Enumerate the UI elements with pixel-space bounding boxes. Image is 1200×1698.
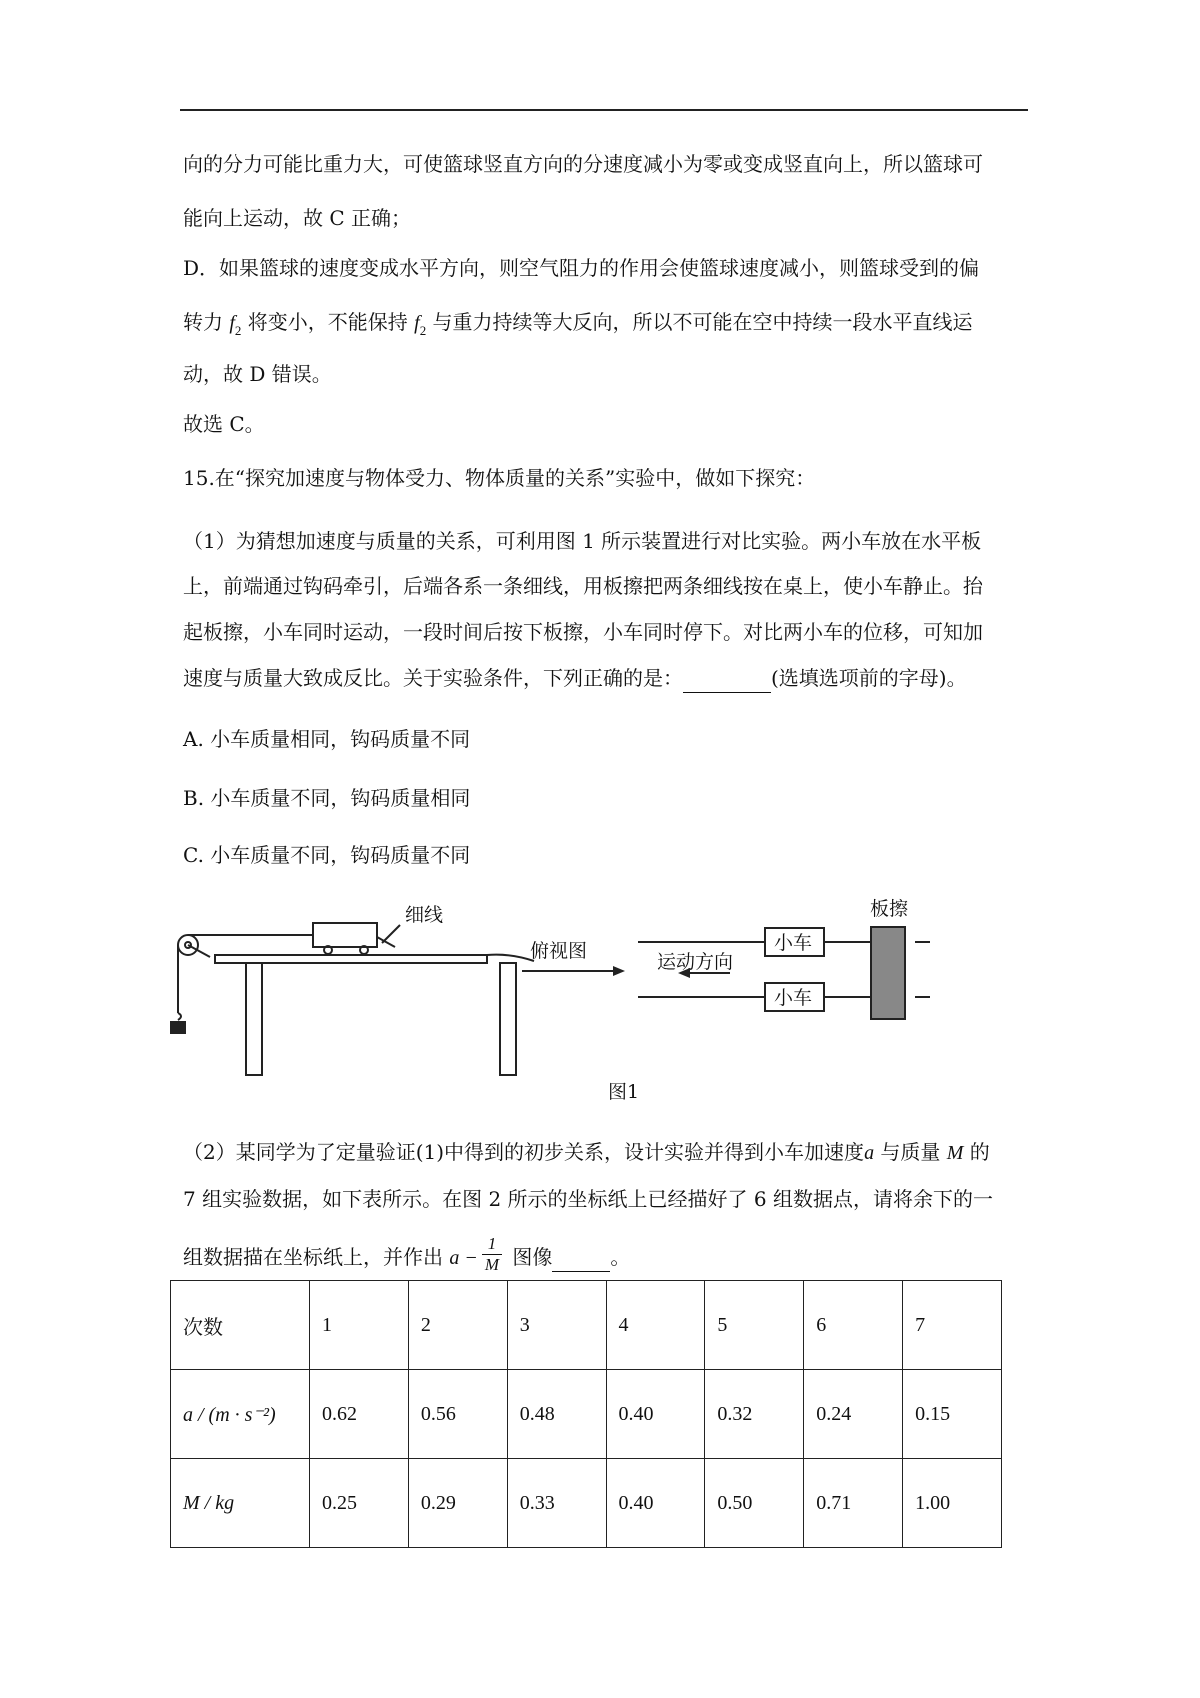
table-edge-curl xyxy=(487,955,534,961)
table-cell: 5 xyxy=(705,1281,804,1370)
eraser-block xyxy=(871,927,905,1019)
cart-body xyxy=(313,923,377,947)
answer-blank xyxy=(683,664,771,693)
hook-weight xyxy=(171,1022,185,1033)
label-pointer xyxy=(382,925,400,943)
row-label-acceleration: a / (m · s⁻²) xyxy=(171,1370,310,1459)
option-d-line: D．如果篮球的速度变成水平方向，则空气阻力的作用会使篮球速度减小，则篮球受到的偏 xyxy=(183,256,980,280)
answer-line: 故选 C。 xyxy=(183,412,265,436)
text-span: 与重力持续等大反向，所以不可能在空中持续一段水平直线运 xyxy=(426,310,973,334)
text-span: 速度与质量大致成反比。关于实验条件，下列正确的是： xyxy=(183,666,683,690)
part2-line xyxy=(183,1138,990,1167)
text-span: 图像 xyxy=(506,1245,553,1269)
text-line: 向的分力可能比重力大，可使篮球竖直方向的分速度减小为零或变成竖直向上，所以篮球可 xyxy=(183,152,983,176)
table-leg xyxy=(500,963,516,1075)
figure-1-diagram xyxy=(170,895,1030,1105)
option-c: C. 小车质量不同，钩码质量不同 xyxy=(183,843,471,867)
table-cell: 0.40 xyxy=(606,1459,705,1548)
subscript: 2 xyxy=(419,323,427,338)
text-line: 动，故 D 错误。 xyxy=(183,362,332,386)
f2-line xyxy=(183,308,973,339)
fraction-1-over-M xyxy=(482,1234,502,1275)
table-cell: 3 xyxy=(507,1281,606,1370)
text-line: 7 组实验数据，如下表所示。在图 2 所示的坐标纸上已经描好了 6 组数据点，请将余下的一 xyxy=(183,1187,993,1211)
text-span: 将变小，不能保持 xyxy=(241,310,415,334)
figure-caption: 图1 xyxy=(608,1081,640,1103)
table-cell: 0.32 xyxy=(705,1370,804,1459)
text-span: 。 xyxy=(610,1245,631,1269)
question-title: 15.在“探究加速度与物体受力、物体质量的关系”实验中，做如下探究： xyxy=(183,466,816,490)
text-line: （1）为猜想加速度与质量的关系，可利用图 1 所示装置进行对比实验。两小车放在水平板 xyxy=(183,529,982,553)
cart-label-top: 小车 xyxy=(774,933,813,954)
text-span: 转力 xyxy=(183,310,230,334)
table-cell: 4 xyxy=(606,1281,705,1370)
table-row xyxy=(171,1459,1002,1548)
data-table xyxy=(170,1280,1002,1548)
topview-arrowhead xyxy=(613,966,625,976)
table-cell: 0.56 xyxy=(408,1370,507,1459)
answer-blank xyxy=(552,1243,610,1272)
table-cell: 1.00 xyxy=(903,1459,1002,1548)
symbol-a-minus: a − xyxy=(449,1247,478,1269)
table-cell: 0.24 xyxy=(804,1370,903,1459)
f2-symbol xyxy=(414,312,427,338)
table-row xyxy=(171,1370,1002,1459)
subscript: 2 xyxy=(234,323,242,338)
table-cell: 0.25 xyxy=(310,1459,409,1548)
symbol-a: a xyxy=(864,1142,875,1164)
table-header-cell: 次数 xyxy=(171,1281,310,1370)
table-cell: 0.15 xyxy=(903,1370,1002,1459)
table-cell: 2 xyxy=(408,1281,507,1370)
text-span: 与质量 xyxy=(874,1140,947,1164)
row-label-mass: M / kg xyxy=(171,1459,310,1548)
text-line: 能向上运动，故 C 正确； xyxy=(183,206,412,230)
graph-line xyxy=(183,1234,631,1279)
direction-label: 运动方向 xyxy=(657,952,734,973)
fraction-denominator: M xyxy=(484,1255,500,1274)
topview-label: 俯视图 xyxy=(530,941,588,962)
table-cell: 0.50 xyxy=(705,1459,804,1548)
eraser-label: 板擦 xyxy=(870,899,909,920)
text-span: 组数据描在坐标纸上，并作出 xyxy=(183,1245,450,1269)
hook xyxy=(178,1013,181,1020)
symbol-M: M xyxy=(946,1142,964,1164)
text-span: (选填选项前的字母)。 xyxy=(771,666,967,690)
table-cell: 0.48 xyxy=(507,1370,606,1459)
f-letter: f xyxy=(414,312,420,334)
table-leg xyxy=(246,963,262,1075)
table-row xyxy=(171,1281,1002,1370)
table-cell: 6 xyxy=(804,1281,903,1370)
table-cell: 0.62 xyxy=(310,1370,409,1459)
table-cell: 0.33 xyxy=(507,1459,606,1548)
option-a: A. 小车质量相同，钩码质量不同 xyxy=(183,727,471,751)
condition-line xyxy=(183,664,967,693)
text-span: 的 xyxy=(963,1140,990,1164)
fraction-numerator: 1 xyxy=(482,1234,502,1255)
table-cell: 1 xyxy=(310,1281,409,1370)
f-letter: f xyxy=(229,312,235,334)
table-cell: 7 xyxy=(903,1281,1002,1370)
table-cell: 0.40 xyxy=(606,1370,705,1459)
f2-symbol xyxy=(229,312,242,338)
text-line: 起板擦，小车同时运动，一段时间后按下板擦，小车同时停下。对比两小车的位移，可知加 xyxy=(183,620,983,644)
table-cell: 0.71 xyxy=(804,1459,903,1548)
text-line: 上，前端通过钩码牵引，后端各系一条细线，用板擦把两条细线按在桌上，使小车静止。抬 xyxy=(183,574,983,598)
string-label: 细线 xyxy=(405,905,444,926)
header-rule xyxy=(180,109,1028,111)
option-b: B. 小车质量不同，钩码质量相同 xyxy=(183,786,471,810)
cart-label-bottom: 小车 xyxy=(774,988,813,1009)
table-top xyxy=(215,955,487,963)
text-span: （2）某同学为了定量验证(1)中得到的初步关系，设计实验并得到小车加速度 xyxy=(183,1140,865,1164)
table-cell: 0.29 xyxy=(408,1459,507,1548)
